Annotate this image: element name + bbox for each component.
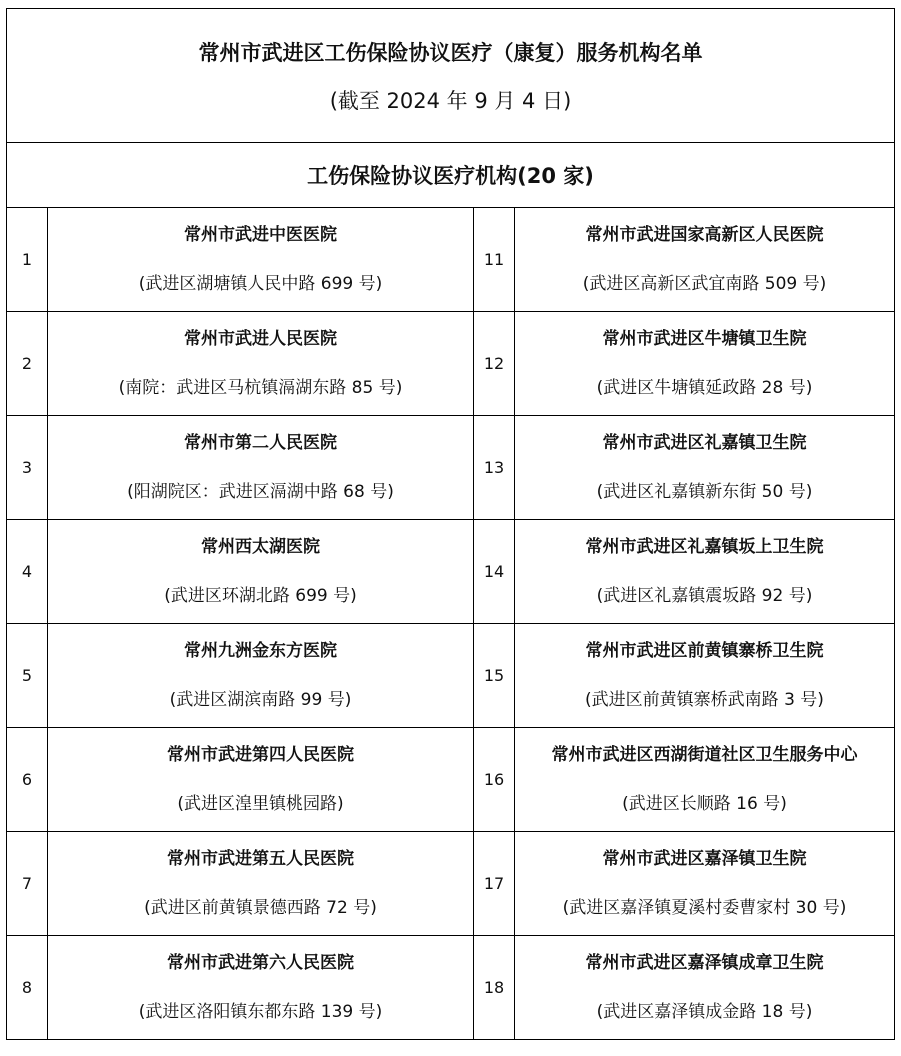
table-row — [7, 208, 895, 312]
table-row — [7, 832, 895, 936]
institution-cell — [48, 832, 474, 936]
table-row — [7, 936, 895, 1040]
institution-cell — [48, 416, 474, 520]
institution-name: 常州市武进区礼嘉镇卫生院 — [602, 433, 807, 453]
row-number: 8 — [7, 936, 48, 1040]
document-date: (截至 2024 年 9 月 4 日) — [329, 88, 572, 113]
row-number: 18 — [474, 936, 515, 1040]
row-number: 3 — [7, 416, 48, 520]
document-frame — [6, 8, 894, 1040]
table-row — [7, 416, 895, 520]
table-row — [7, 520, 895, 624]
institution-cell — [515, 832, 895, 936]
institution-address: (武进区湖滨南路 99 号) — [169, 690, 352, 710]
row-number: 2 — [7, 312, 48, 416]
title-cell — [7, 9, 895, 143]
institution-name: 常州市武进第五人民医院 — [167, 849, 354, 869]
institution-cell — [515, 416, 895, 520]
institution-address: (南院：武进区马杭镇滆湖东路 85 号) — [118, 378, 403, 398]
institution-address: (武进区前黄镇寨桥武南路 3 号) — [585, 690, 824, 710]
institution-name: 常州市武进第四人民医院 — [167, 745, 354, 765]
table-row — [7, 312, 895, 416]
institution-cell — [48, 312, 474, 416]
row-number: 15 — [474, 624, 515, 728]
row-number: 12 — [474, 312, 515, 416]
row-number: 16 — [474, 728, 515, 832]
institution-name: 常州西太湖医院 — [201, 537, 320, 557]
institution-cell — [515, 728, 895, 832]
row-number: 14 — [474, 520, 515, 624]
institution-name: 常州市武进区嘉泽镇成章卫生院 — [585, 953, 824, 973]
row-number: 5 — [7, 624, 48, 728]
institution-address: (武进区长顺路 16 号) — [622, 794, 787, 814]
row-number: 13 — [474, 416, 515, 520]
institution-name: 常州市武进区西湖街道社区卫生服务中心 — [551, 745, 858, 765]
institution-address: (武进区环湖北路 699 号) — [164, 586, 357, 606]
institution-name: 常州市武进区牛塘镇卫生院 — [602, 329, 807, 349]
document-title: 常州市武进区工伤保险协议医疗（康复）服务机构名单 — [198, 40, 703, 65]
institution-address: (武进区嘉泽镇夏溪村委曹家村 30 号) — [562, 898, 847, 918]
row-number: 17 — [474, 832, 515, 936]
row-number: 6 — [7, 728, 48, 832]
institution-address: (武进区高新区武宜南路 509 号) — [582, 274, 827, 294]
institution-address: (武进区洛阳镇东都东路 139 号) — [138, 1002, 383, 1022]
section-title: 工伤保险协议医疗机构(20 家) — [7, 143, 895, 208]
institution-name: 常州市武进区前黄镇寨桥卫生院 — [585, 641, 824, 661]
institution-cell — [48, 728, 474, 832]
institution-address: (武进区湖塘镇人民中路 699 号) — [138, 274, 383, 294]
row-number: 4 — [7, 520, 48, 624]
institution-name: 常州九洲金东方医院 — [184, 641, 337, 661]
institution-cell — [48, 208, 474, 312]
institution-table — [6, 8, 895, 1040]
table-row — [7, 624, 895, 728]
row-number: 1 — [7, 208, 48, 312]
institution-address: (武进区前黄镇景德西路 72 号) — [144, 898, 377, 918]
institution-name: 常州市武进区礼嘉镇坂上卫生院 — [585, 537, 824, 557]
institution-name: 常州市武进区嘉泽镇卫生院 — [602, 849, 807, 869]
institution-address: (武进区礼嘉镇新东街 50 号) — [596, 482, 813, 502]
institution-cell — [515, 208, 895, 312]
institution-name: 常州市第二人民医院 — [184, 433, 337, 453]
institution-name: 常州市武进国家高新区人民医院 — [585, 225, 824, 245]
institution-cell — [515, 936, 895, 1040]
institution-cell — [515, 624, 895, 728]
row-number: 11 — [474, 208, 515, 312]
institution-address: (武进区牛塘镇延政路 28 号) — [596, 378, 813, 398]
table-row — [7, 728, 895, 832]
institution-address: (武进区湟里镇桃园路) — [177, 794, 344, 814]
institution-address: (武进区礼嘉镇震坂路 92 号) — [596, 586, 813, 606]
institution-name: 常州市武进第六人民医院 — [167, 953, 354, 973]
row-number: 7 — [7, 832, 48, 936]
institution-cell — [515, 520, 895, 624]
institution-name: 常州市武进人民医院 — [184, 329, 337, 349]
institution-cell — [48, 624, 474, 728]
institution-cell — [515, 312, 895, 416]
institution-name: 常州市武进中医医院 — [184, 225, 337, 245]
institution-address: (武进区嘉泽镇成金路 18 号) — [596, 1002, 813, 1022]
institution-address: (阳湖院区：武进区滆湖中路 68 号) — [127, 482, 394, 502]
institution-cell — [48, 936, 474, 1040]
institution-cell — [48, 520, 474, 624]
